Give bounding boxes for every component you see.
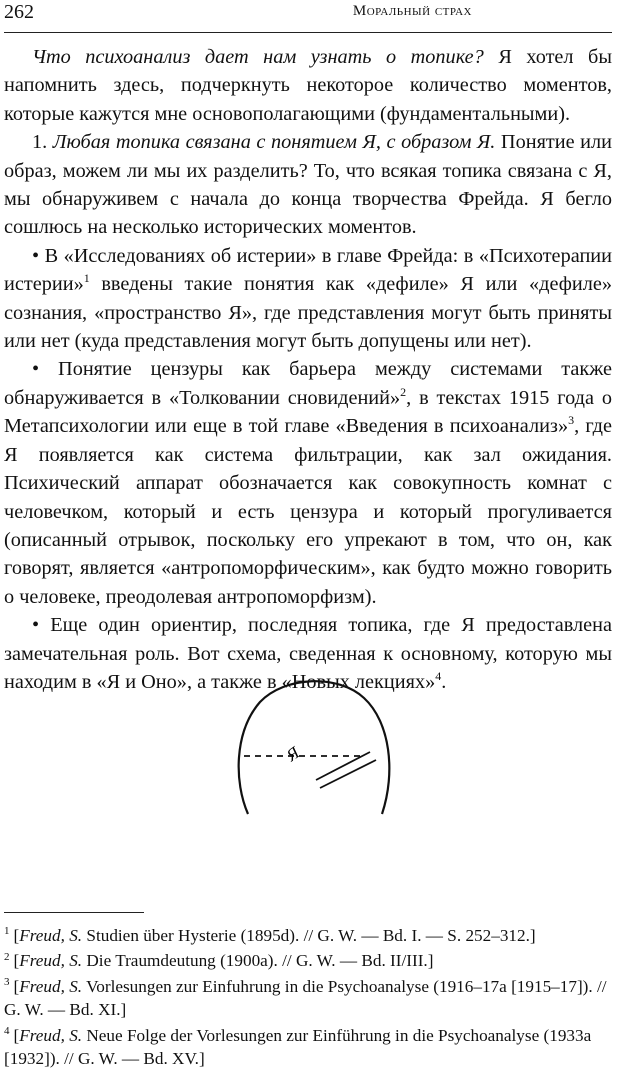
footnotes: [4, 924, 612, 1072]
footnote-3-number: 3: [4, 976, 10, 989]
paragraph-2: [4, 128, 612, 242]
paragraph-2-number: 1.: [32, 131, 53, 154]
paragraph-4-text-a: • Понятие цензуры как барьера между системами также обнаруживается в «Толковании сновидений»: [4, 358, 612, 409]
footnote-2-number: 2: [4, 950, 10, 963]
paragraph-1-question: Что психоанализ дает нам узнать о топике?: [32, 46, 484, 68]
paragraph-2-text: Понятие или образ, можем ли мы их разделить? То, что всякая топика связана с Я, мы обнаруживем с начала до конца творчества Фрейда. Я бегло сошлюсь на несколько исторических моментов.: [4, 131, 613, 239]
footnote-ref-4: 4: [435, 669, 442, 684]
footnote-3-text: Vorlesungen zur Einfuhrung in die Psychoanalyse (1916–17a [1915–17]). // G. W. — Bd. XI.]: [4, 976, 607, 1020]
paragraph-1-text: Я хотел бы напомнить здесь, подчеркнуть некоторое количество моментов, которые кажутся мне основополагающими (фундаментальными).: [4, 46, 612, 125]
footnote-1: [4, 924, 612, 947]
footnote-4-number: 4: [4, 1024, 10, 1037]
footnote-3-author: Freud, S.: [19, 976, 83, 996]
paragraph-1: [4, 43, 612, 128]
body-text: [4, 43, 612, 696]
paragraph-4-text-c: , где Я появляется как система фильтрации, как зал ожидания. Психический аппарат обозначается как совокупность комнат с человечком, который и есть цензура и который прогуливается (описанный отрывок, поскольку его упрекают в том, что он, как говорят, является «антропоморфическим», как будто можно говорить о человеке, преодолевая антропоморфизм).: [4, 415, 612, 608]
footnote-4: [4, 1024, 612, 1071]
diagram-egg-outline: [239, 681, 390, 814]
footnote-4-text: Neue Folge der Vorlesungen zur Einführung in die Psychoanalyse (1933a [1932]). // G. W. — Bd. XV.]: [4, 1025, 592, 1069]
footnote-1-text: Studien über Hysterie (1895d). // G. W. — Bd. I. — S. 252–312.]: [82, 926, 536, 945]
page-number: 262: [4, 1, 34, 23]
footnote-2-author: Freud, S.: [19, 951, 83, 971]
paragraph-5-text-a: • Еще один ориентир, последняя топика, где Я предоставлена замечательная роль. Вот схема, сведенная к основному, которую мы находим в «Я и Оно», а также в «Новых лекциях»: [4, 614, 612, 693]
running-head: Моральный страх: [352, 3, 472, 19]
paragraph-3: [4, 242, 612, 356]
footnote-4-author: Freud, S.: [19, 1025, 83, 1045]
paragraph-4: [4, 355, 612, 611]
footnote-ref-3: 3: [568, 413, 575, 428]
page-header: [4, 0, 612, 33]
topic-diagram: [230, 672, 400, 822]
footnote-1-number: 1: [4, 925, 10, 938]
footnote-1-bracket: [: [13, 926, 20, 945]
footnote-3: [4, 975, 612, 1022]
diagram-label-ya: Я: [282, 743, 303, 766]
footnote-4-bracket: [: [13, 1025, 20, 1045]
paragraph-3-text-a: • В «Исследованиях об истерии» в главе Фрейда: в «Психотерапии истерии»: [4, 244, 612, 296]
footnote-2-text: Die Traumdeutung (1900a). // G. W. — Bd. II/III.]: [82, 951, 434, 971]
footnote-3-bracket: [: [13, 976, 20, 996]
paragraph-2-thesis: Любая топика связана с понятием Я, с образом Я.: [52, 131, 496, 154]
footnote-2-bracket: [: [13, 951, 20, 971]
footnote-ref-1: 1: [83, 271, 90, 286]
footnote-2: [4, 949, 612, 972]
footnote-rule: [4, 912, 144, 913]
footnote-1-author: Freud, S.: [19, 926, 83, 945]
paragraph-5-text-b: .: [441, 670, 447, 693]
paragraph-3-text-b: введены такие понятия как «дефиле» Я или «дефиле» сознания, «пространство Я», где представления могут быть приняты или нет (куда представления могут быть допущены или нет).: [4, 273, 612, 353]
paragraph-4-text-b: , в текстах 1915 года о Метапсихологии или еще в той главе «Введения в психоанализ»: [4, 386, 613, 438]
footnote-ref-2: 2: [400, 385, 407, 400]
